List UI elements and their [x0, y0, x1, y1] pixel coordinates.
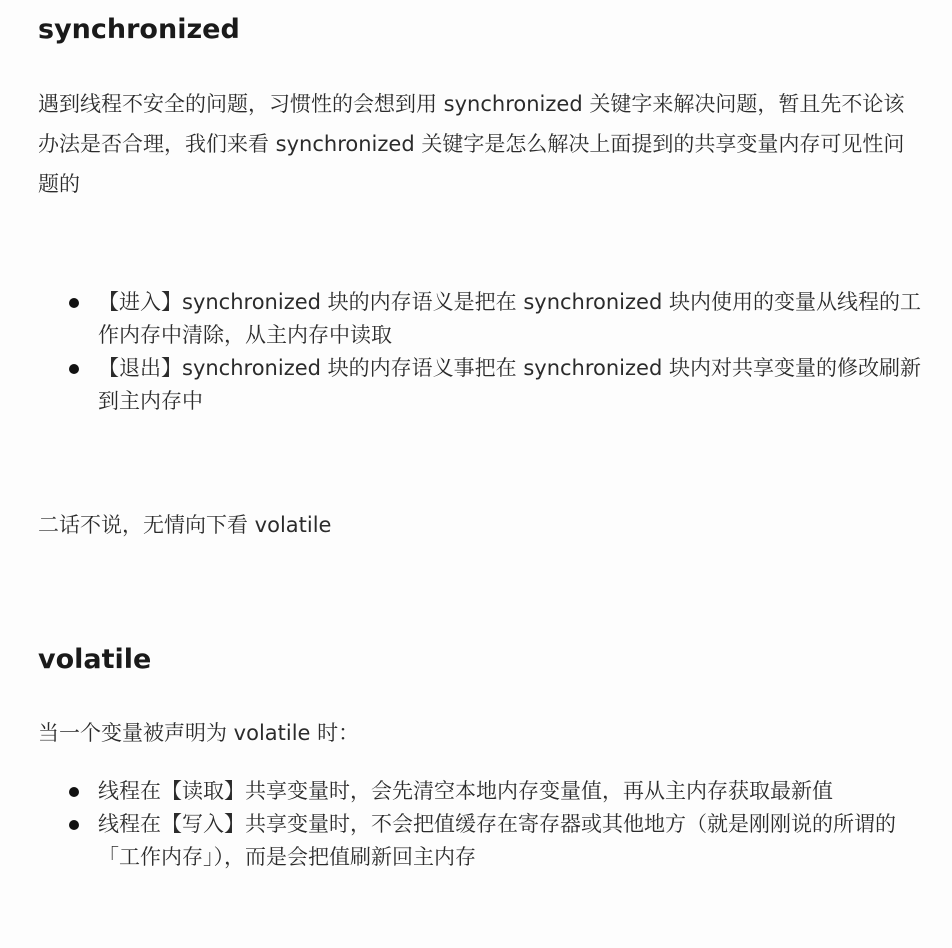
transition-paragraph: 二话不说，无情向下看 volatile — [38, 513, 332, 537]
synchronized-bullet-list — [0, 286, 952, 418]
bullet-dot-icon — [69, 820, 79, 830]
volatile-bullet-list — [0, 775, 952, 874]
list-item-text: 【进入】synchronized 块的内存语义是把在 synchronized 块内使用的变量从线程的工作内存中清除，从主内存中读取 — [98, 290, 921, 347]
list-item — [0, 352, 952, 418]
section-heading-volatile: volatile — [38, 644, 152, 675]
synchronized-intro-paragraph: 遇到线程不安全的问题，习惯性的会想到用 synchronized 关键字来解决问题，暂且先不论该办法是否合理，我们来看 synchronized 关键字是怎么解决上面提到的共享变量内存可见性问题的 — [38, 92, 905, 196]
list-item-text: 线程在【写入】共享变量时，不会把值缓存在寄存器或其他地方（就是刚刚说的所谓的「工作内存」），而是会把值刷新回主内存 — [98, 812, 896, 869]
section-heading-synchronized: synchronized — [38, 14, 240, 45]
bullet-dot-icon — [69, 787, 79, 797]
bullet-dot-icon — [69, 364, 79, 374]
list-item — [0, 808, 952, 874]
list-item-text: 线程在【读取】共享变量时，会先清空本地内存变量值，再从主内存获取最新值 — [98, 779, 833, 803]
bullet-dot-icon — [69, 298, 79, 308]
list-item-text: 【退出】synchronized 块的内存语义事把在 synchronized 块内对共享变量的修改刷新到主内存中 — [98, 356, 921, 413]
list-item — [0, 775, 952, 808]
list-item — [0, 286, 952, 352]
volatile-intro-paragraph: 当一个变量被声明为 volatile 时： — [38, 721, 360, 745]
